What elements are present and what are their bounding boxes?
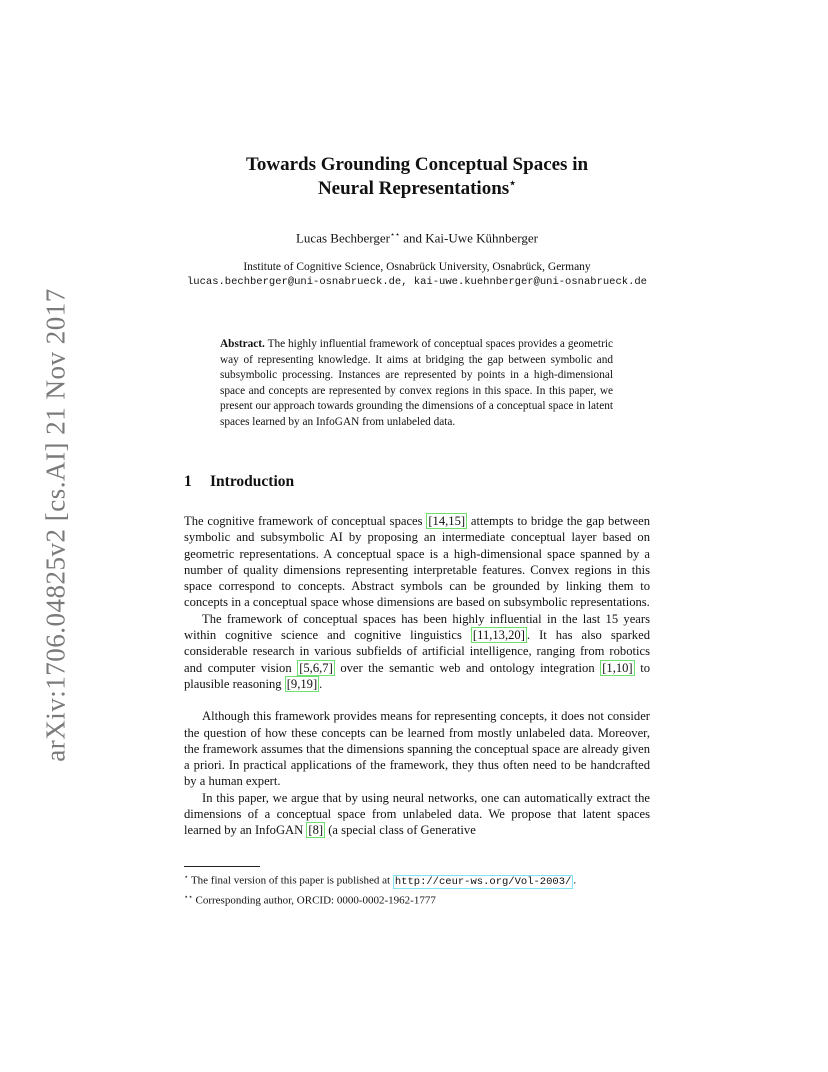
author-1: Lucas Bechberger [295,230,390,246]
paragraph-1 [184,513,650,611]
section-heading-introduction [184,473,294,491]
paragraph-1-text-b: attempts to bridge the gap between symbolic and subsymbolic AI by proposing an intermediate conceptual layer based on geometric representations. A conceptual space is a high-dimensional space spanned by a number of quality dimensions representing interpretable features. Convex regions in this space correspond to concepts. Abstract symbols can be grounded by linking them to concepts in a conceptual space whose dimensions are based on subsymbolic representations. [184,514,650,610]
institute: Institute of Cognitive Science, Osnabrück University, Osnabrück, Germany [243,261,591,273]
paragraph-4-text-b: (a special class of Generative [325,823,476,838]
title-line-2 [184,177,650,201]
paragraph-2-text-a: The framework of conceptual spaces has been highly influential in the last 15 years within cognitive science and cognitive linguistics [184,611,650,643]
citation-link[interactable]: [5,6,7] [299,660,333,675]
citation-link[interactable]: [9,19] [286,676,318,691]
paragraph-2-text-d: to plausible reasoning [184,660,650,691]
abstract-text: The highly influential framework of conceptual spaces provides a geometric way of representing knowledge. It aims at bridging the gap between symbolic and subsymbolic processing. Instances are represented by points in a high-dimensional space and concepts are represented by convex regions in this space. In this paper, we present our approach towards grounding the dimensions of a conceptual space in latent spaces learned by an InfoGAN from unlabeled data. [220,338,613,428]
author-list [184,230,650,246]
paragraph-2-text-c: over the semantic web and ontology integration [334,660,601,675]
title-footnote-mark: ⋆ [509,177,517,190]
arxiv-sidebar [36,290,76,760]
author-emails: lucas.bechberger@uni-osnabrueck.de, kai-uwe.kuehnberger@uni-osnabrueck.de [187,276,647,288]
author-conjunction: and [399,230,426,246]
paragraph-2-text-e: . [319,676,323,691]
footnote-2 [184,890,650,909]
abstract-label: Abstract. [220,338,265,350]
citation-link[interactable]: [11,13,20] [472,628,525,643]
title-line-1: Towards Grounding Conceptual Spaces in [245,154,589,175]
footnote-1-mark: ⋆ [184,873,189,881]
author-2: Kai-Uwe Kühnberger [425,230,538,246]
footnotes [184,870,650,908]
paragraph-4-text-a: In this paper, we argue that by using neural networks, one can automatically extract the dimensions of a conceptual space from unlabeled data. We propose that latent spaces learned by an InfoGAN [184,790,650,838]
paragraph-3: Although this framework provides means for representing concepts, it does not consider the question of how these concepts can be learned from mostly unlabeled data. Moreover, the framework assumes that the dimensions spanning the conceptual space are already given a priori. In practical applications of the framework, they thus often need to be handcrafted by a human expert. [184,709,650,789]
footnote-1 [184,870,650,890]
body-text [184,513,650,839]
proceedings-url-link[interactable]: http://ceur-ws.org/Vol-2003/ [394,875,572,888]
title-line-2-text: Neural Representations [317,178,510,199]
affiliation [160,260,674,290]
paragraph-1-text-a: The cognitive framework of conceptual spaces [184,514,427,528]
paragraph-2-text-b: . It has also sparked considerable research in various subfields of artificial intelligence, ranging from robotics and computer vision [184,628,650,675]
footnote-2-mark: ⋆⋆ [184,892,193,901]
paper-title [184,153,650,201]
paragraph-2 [184,611,650,692]
abstract [220,337,613,430]
citation-link[interactable]: [14,15] [428,514,466,528]
footnote-2-text: Corresponding author, ORCID: 0000-0002-1962-1777 [192,894,436,907]
author-1-footnote-mark: ⋆⋆ [389,230,400,239]
citation-link[interactable]: [1,10] [602,660,633,675]
footnote-divider [184,866,260,867]
arxiv-identifier: arXiv:1706.04825v2 [cs.AI] 21 Nov 2017 [40,288,71,762]
section-title: Introduction [210,473,295,490]
section-number: 1 [184,473,192,490]
paragraph-4 [184,790,650,839]
citation-link[interactable]: [8] [308,823,324,838]
footnote-1-text: The final version of this paper is published at [188,874,393,887]
footnote-1-end: . [573,874,577,887]
